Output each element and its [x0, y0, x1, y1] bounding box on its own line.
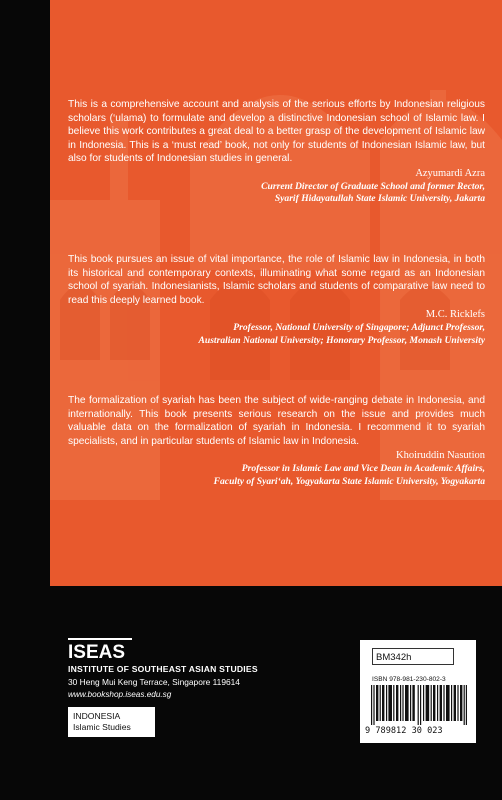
isbn-number: ISBN 978-981-230-802-3 — [372, 676, 446, 683]
attribution — [68, 308, 485, 347]
endorser-role: Professor in Islamic Law and Vice Dean in Academic Affairs, — [241, 463, 485, 475]
blurb-azra — [68, 98, 485, 206]
blurb-text: The formalization of syariah has been the subject of wide-ranging debate in Indonesia, and internationally. This book presents serious research on the issue and provides much valuable data on the formalization of syariah in Indonesia. I recommend it to syariah specialists, and in particular students of Islamic law in Indonesia. — [68, 395, 485, 447]
stock-code: BM342h — [372, 648, 454, 665]
endorser-role: Australian National University; Honorary Professor, Monash University — [198, 334, 485, 346]
endorser-role: Professor, National University of Singapore; Adjunct Professor, — [233, 322, 485, 334]
blurb-text: This book pursues an issue of vital importance, the role of Islamic law in Indonesia, in both its historical and contemporary contexts, illuminating what some regard as an Indonesian school of syariah. Indonesianists, Islamic scholars and students of comparative law need to read this deeply learned book. — [68, 254, 485, 306]
logo-text: ISEAS — [68, 642, 126, 660]
publisher-website[interactable]: www.bookshop.iseas.edu.sg — [68, 690, 172, 699]
attribution — [68, 449, 485, 488]
publisher-address: 30 Heng Mui Keng Terrace, Singapore 119614 — [68, 677, 240, 687]
attribution — [68, 167, 485, 206]
blurb-nasution — [68, 394, 485, 488]
iseas-logo — [68, 636, 132, 660]
blurb-ricklefs — [68, 253, 485, 347]
endorser-role: Syarif Hidayatullah State Islamic University, Jakarta — [274, 193, 485, 205]
endorser-name: Khoiruddin Nasution — [396, 450, 485, 462]
blurb-text: This is a comprehensive account and analysis of the serious efforts by Indonesian religious scholars (‘ulama) to formulate and develop a distinctive Indonesian school of Islamic law. I believe this work contributes a great deal to a better grasp of the development of Islamic law in Indonesia. This is a ‘must read’ book, not only for students of Indonesian Islamic law, but also for students of Indonesian studies in general. — [68, 99, 485, 165]
publisher-name: INSTITUTE OF SOUTHEAST ASIAN STUDIES — [68, 664, 258, 674]
endorser-name: M.C. Ricklefs — [425, 309, 485, 321]
series-line: INDONESIA — [73, 711, 121, 721]
series-line: Islamic Studies — [73, 722, 131, 732]
barcode-digits: 9 789812 30 023 — [365, 726, 443, 736]
endorser-role: Faculty of Syari‘ah, Yogyakarta State Islamic University, Yogyakarta — [213, 475, 485, 487]
series-label — [68, 707, 155, 737]
endorser-role: Current Director of Graduate School and former Rector, — [261, 180, 485, 192]
barcode-icon — [371, 685, 467, 725]
endorser-name: Azyumardi Azra — [415, 167, 485, 179]
